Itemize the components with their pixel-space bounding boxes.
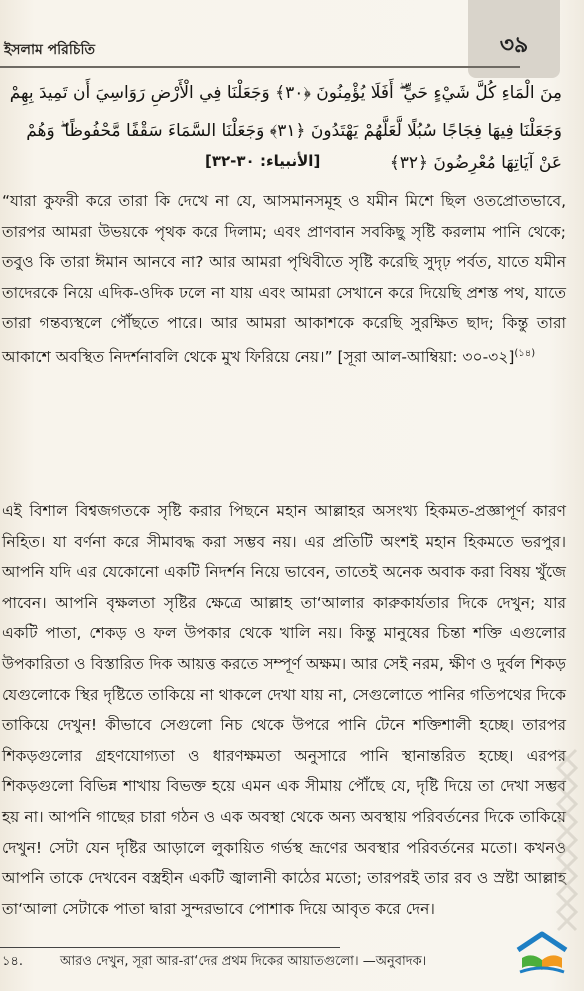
- quran-verse-line-2: وَجَعَلْنَا فِيهَا فِجَاجًا سُبُلًا لَّعَلَّهُمْ يَهْتَدُونَ ﴿٣١﴾ وَجَعَلْنَا السَّمَاءَ سَقْفًا مَّحْفُوظًا ۖ وَهُمْ: [26, 121, 562, 141]
- footnote-divider: [0, 947, 340, 948]
- quran-verse-line-1: مِنَ الْمَاءِ كُلَّ شَيْءٍ حَيٍّ ۖ أَفَلَا يُؤْمِنُونَ ﴿٣٠﴾ وَجَعَلْنَا فِي الْأَرْضِ رَوَاسِيَ أَن تَمِيدَ بِهِمْ: [9, 83, 562, 103]
- translation-paragraph: [2, 186, 566, 373]
- side-ornament: [548, 740, 584, 940]
- quran-verse-line-3: عَنْ آيَاتِهَا مُعْرِضُونَ ﴿٣٢﴾: [389, 153, 562, 173]
- footnote: [2, 952, 426, 973]
- footnote-mark: (১৪): [514, 347, 536, 359]
- header-divider: [0, 66, 520, 68]
- footnote-number: ১৪.: [2, 954, 24, 969]
- publisher-logo-icon: [514, 930, 570, 976]
- footnote-text: আরও দেখুন, সূরা আর-রা‘দের প্রথম দিকের আয়াতগুলো। —অনুবাদক।: [60, 954, 427, 969]
- body-paragraph: এই বিশাল বিশ্বজগতকে সৃষ্টি করার পিছনে মহান আল্লাহর অসংখ্য হিকমত-প্রজ্ঞাপূর্ণ কারণ নিহিত। যা বর্ণনা করে সীমাবদ্ধ করা সম্ভব নয়। এর প্রতিটি অংশই মহান হিকমতে ভরপুর। আপনি যদি এর যেকোনো একটি নিদর্শন নিয়ে ভাবেন, তাতেই অনেক অবাক করা বিষয় খুঁজে পাবেন। আপনি বৃক্ষলতা সৃষ্টির ক্ষেত্রে আল্লাহ তা‘আলার কারুকার্যতার দিকে দেখুন; যার একটি পাতা, শেকড় ও ফল উপকার থেকে খালি নয়। কিন্তু মানুষের চিন্তা শক্তি এগুলোর উপকারিতা ও বিস্তারিত দিক আয়ত্ত করতে সম্পূর্ণ অক্ষম। আর সেই নরম, ক্ষীণ ও দুর্বল শিকড় যেগুলোকে স্থির দৃষ্টিতে তাকিয়ে না থাকলে দেখা যায় না, সেগুলোতে পানির গতিপথের দিকে তাকিয়ে দেখুন! কীভাবে সেগুলো নিচ থেকে উপরে পানি টেনে শক্তিশালী হচ্ছে। তারপর শিকড়গুলোর গ্রহণযোগ্যতা ও ধারণক্ষমতা অনুসারে পানি স্থানান্তরিত হচ্ছে। এরপর শিকড়গুলো বিভিন্ন শাখায় বিভক্ত হয়ে এমন এক সীমায় পৌঁছে যে, দৃষ্টি দিয়ে তা দেখা সম্ভব হয় না। আপনি গাছের চারা গঠন ও এক অবস্থা থেকে অন্য অবস্থায় পরিবর্তনের দিকে তাকিয়ে দেখুন! সেটা যেন দৃষ্টির আড়ালে লুকায়িত গর্ভস্থ ভ্রূণের অবস্থার পরিবর্তনের মতো। কখনও আপনি তাকে দেখবেন বস্ত্রহীন একটি জ্বালানী কাঠের মতো; তারপরই তার রব ও স্রষ্টা আল্লাহ তা‘আলা সেটাকে পাতা দ্বারা সুন্দরভাবে পোশাক দিয়ে আবৃত করে দেন।: [2, 502, 566, 918]
- running-header-title: ইসলাম পরিচিতি: [4, 42, 95, 58]
- page-number: ৩৯: [499, 33, 529, 58]
- quran-reference: [الأنبياء: ٣٠-٣٢]: [205, 152, 321, 170]
- translation-text: “যারা কুফরী করে তারা কি দেখে না যে, আসমানসমূহ ও যমীন মিশে ছিল ওতপ্রোতভাবে, তারপর আমরা উভয়কে পৃথক করে দিলাম; এবং প্রাণবান সবকিছু সৃষ্টি করলাম পানি থেকে; তবুও কি তারা ঈমান আনবে না? আর আমরা পৃথিবীতে সৃষ্টি করেছি সুদৃঢ় পর্বত, যাতে যমীন তাদেরকে নিয়ে এদিক-ওদিক ঢলে না যায় এবং আমরা সেখানে করে দিয়েছি প্রশস্ত পথ, যাতে তারা গন্তব্যস্থলে পৌঁছতে পারে। আর আমরা আকাশকে করেছি সুরক্ষিত ছাদ; কিন্তু তারা আকাশে অবস্থিত নিদর্শনাবলি থেকে মুখ ফিরিয়ে নেয়।” [সূরা আল-আম্বিয়া: ৩০-৩২]: [2, 192, 566, 367]
- logo-roof: [518, 934, 566, 950]
